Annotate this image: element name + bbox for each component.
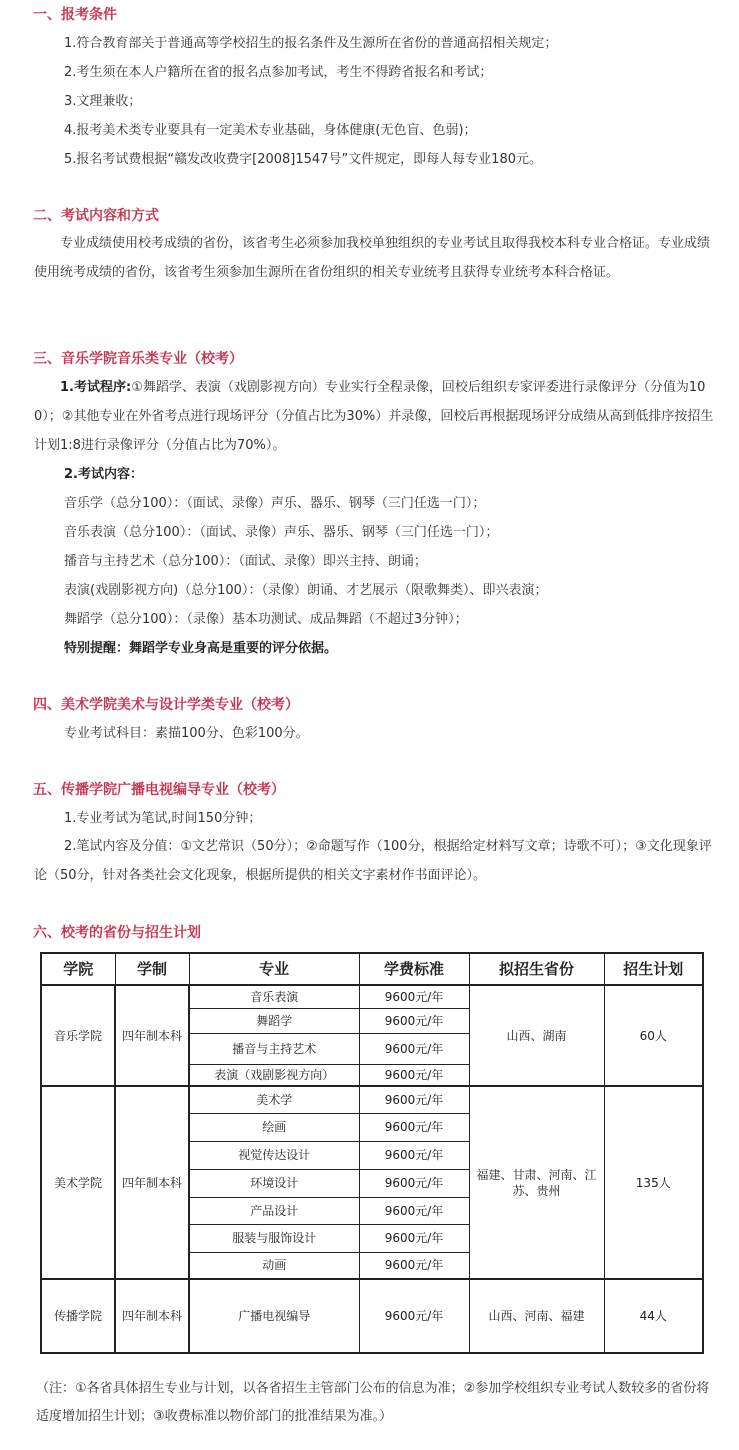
sec3-item-3: 播音与主持艺术（总分100）：（面试、录像）即兴主持、朗诵； bbox=[64, 554, 427, 569]
header-fee: 学费标准 bbox=[359, 953, 469, 985]
cell-fee: 9600元/年 bbox=[359, 985, 469, 1008]
cell-provinces: 福建、甘肃、河南、江苏、贵州 bbox=[469, 1086, 604, 1279]
sec5-item-2-text: 2.笔试内容及分值：①文艺常识（50分）；②命题写作（100分，根据给定材料写文章；诗歌不可）；③文化现象评论（50分，针对各类社会文化现象，根据所提供的相关文字素材作书面评论）。 bbox=[34, 839, 712, 883]
cell-major: 环境设计 bbox=[189, 1169, 359, 1197]
cell-system: 四年制本科 bbox=[115, 1086, 189, 1279]
sec4-body: 专业考试科目：素描100分、色彩100分。 bbox=[64, 726, 309, 741]
cell-system: 四年制本科 bbox=[115, 985, 189, 1086]
header-provinces: 拟招生省份 bbox=[469, 953, 604, 985]
cell-major: 播音与主持艺术 bbox=[189, 1033, 359, 1064]
sec3-procedure bbox=[34, 373, 714, 460]
cell-fee: 9600元/年 bbox=[359, 1113, 469, 1141]
section-3-heading: 三、音乐学院音乐类专业（校考） bbox=[33, 351, 243, 367]
header-major: 专业 bbox=[189, 953, 359, 985]
header-system: 学制 bbox=[115, 953, 189, 985]
sec3-content-label: 2.考试内容： bbox=[64, 467, 143, 482]
admission-plan-table bbox=[40, 952, 704, 1354]
sec1-item-3: 3.文理兼收； bbox=[64, 94, 142, 109]
sec3-procedure-label: 1.考试程序: bbox=[60, 380, 132, 395]
section-4-heading: 四、美术学院美术与设计学类专业（校考） bbox=[33, 697, 299, 713]
table-header-row bbox=[41, 953, 703, 985]
sec3-item-4: 表演(戏剧影视方向)（总分100）：（录像）朗诵、才艺展示（限歌舞类）、即兴表演； bbox=[64, 583, 548, 598]
sec1-item-2: 2.考生须在本人户籍所在省的报名点参加考试，考生不得跨省报名和考试； bbox=[64, 65, 493, 80]
cell-major: 产品设计 bbox=[189, 1197, 359, 1224]
table-row bbox=[41, 985, 703, 1008]
cell-fee: 9600元/年 bbox=[359, 1033, 469, 1064]
cell-fee: 9600元/年 bbox=[359, 1064, 469, 1086]
sec3-item-2: 音乐表演（总分100）：（面试、录像）声乐、器乐、钢琴（三门任选一门）； bbox=[64, 525, 499, 540]
header-plan: 招生计划 bbox=[604, 953, 703, 985]
sec3-item-1: 音乐学（总分100）：（面试、录像）声乐、器乐、钢琴（三门任选一门）； bbox=[64, 496, 486, 511]
cell-plan: 44人 bbox=[604, 1279, 703, 1353]
cell-fee: 9600元/年 bbox=[359, 1008, 469, 1033]
table-footnote: （注：①各省具体招生专业与计划，以各省招生主管部门公布的信息为准；②参加学校组织专业考试人数较多的省份将适度增加招生计划；③收费标准以物价部门的批准结果为准。） bbox=[36, 1381, 710, 1424]
cell-fee: 9600元/年 bbox=[359, 1197, 469, 1224]
cell-college: 传播学院 bbox=[41, 1279, 115, 1353]
section-5-heading: 五、传播学院广播电视编导专业（校考） bbox=[33, 782, 285, 798]
cell-major: 绘画 bbox=[189, 1113, 359, 1141]
cell-fee: 9600元/年 bbox=[359, 1279, 469, 1353]
header-college: 学院 bbox=[41, 953, 115, 985]
cell-major: 音乐表演 bbox=[189, 985, 359, 1008]
cell-college: 音乐学院 bbox=[41, 985, 115, 1086]
cell-plan: 135人 bbox=[604, 1086, 703, 1279]
cell-college: 美术学院 bbox=[41, 1086, 115, 1279]
sec1-item-1: 1.符合教育部关于普通高等学校招生的报名条件及生源所在省份的普通高招相关规定； bbox=[64, 36, 558, 51]
cell-fee: 9600元/年 bbox=[359, 1169, 469, 1197]
section-1-heading: 一、报考条件 bbox=[33, 7, 117, 23]
cell-fee: 9600元/年 bbox=[359, 1224, 469, 1252]
sec1-item-5: 5.报名考试费根据“赣发改收费字[2008]1547号”文件规定，即每人每专业180元。 bbox=[64, 152, 542, 167]
cell-major: 服装与服饰设计 bbox=[189, 1224, 359, 1252]
cell-major: 舞蹈学 bbox=[189, 1008, 359, 1033]
cell-fee: 9600元/年 bbox=[359, 1252, 469, 1279]
sec1-item-4: 4.报考美术类专业要具有一定美术专业基础，身体健康(无色盲、色弱)； bbox=[64, 123, 477, 138]
section-6-heading: 六、校考的省份与招生计划 bbox=[33, 925, 201, 941]
table-row bbox=[41, 1086, 703, 1113]
sec2-body: 专业成绩使用校考成绩的省份，该省考生必须参加我校单独组织的专业考试且取得我校本科专业合格证。专业成绩使用统考成绩的省份，该省考生须参加生源所在省份组织的相关专业统考且获得专业统考本科合格证。 bbox=[34, 236, 711, 280]
section-2-heading: 二、考试内容和方式 bbox=[33, 208, 159, 224]
table-row bbox=[41, 1279, 703, 1353]
cell-major: 表演（戏剧影视方向） bbox=[189, 1064, 359, 1086]
sec5-item-1: 1.专业考试为笔试,时间150分钟； bbox=[64, 811, 262, 826]
cell-major: 广播电视编导 bbox=[189, 1279, 359, 1353]
sec3-procedure-text: ①舞蹈学、表演（戏剧影视方向）专业实行全程录像，回校后组织专家评委进行录像评分（分值为100）；②其他专业在外省考点进行现场评分（分值占比为30%）并录像，回校后再根据现场评分成绩从高到低排序按招生计划1:8进行录像评分（分值占比为70%）。 bbox=[34, 380, 714, 453]
cell-plan: 60人 bbox=[604, 985, 703, 1086]
sec3-item-5: 舞蹈学（总分100）：（录像）基本功测试、成品舞蹈（不超过3分钟）； bbox=[64, 612, 468, 627]
cell-fee: 9600元/年 bbox=[359, 1141, 469, 1169]
cell-provinces: 山西、湖南 bbox=[469, 985, 604, 1086]
sec3-reminder: 特别提醒：舞蹈学专业身高是重要的评分依据。 bbox=[64, 641, 338, 656]
sec5-item-2 bbox=[34, 832, 714, 890]
cell-major: 美术学 bbox=[189, 1086, 359, 1113]
cell-major: 视觉传达设计 bbox=[189, 1141, 359, 1169]
cell-provinces: 山西、河南、福建 bbox=[469, 1279, 604, 1353]
cell-major: 动画 bbox=[189, 1252, 359, 1279]
cell-system: 四年制本科 bbox=[115, 1279, 189, 1353]
cell-fee: 9600元/年 bbox=[359, 1086, 469, 1113]
